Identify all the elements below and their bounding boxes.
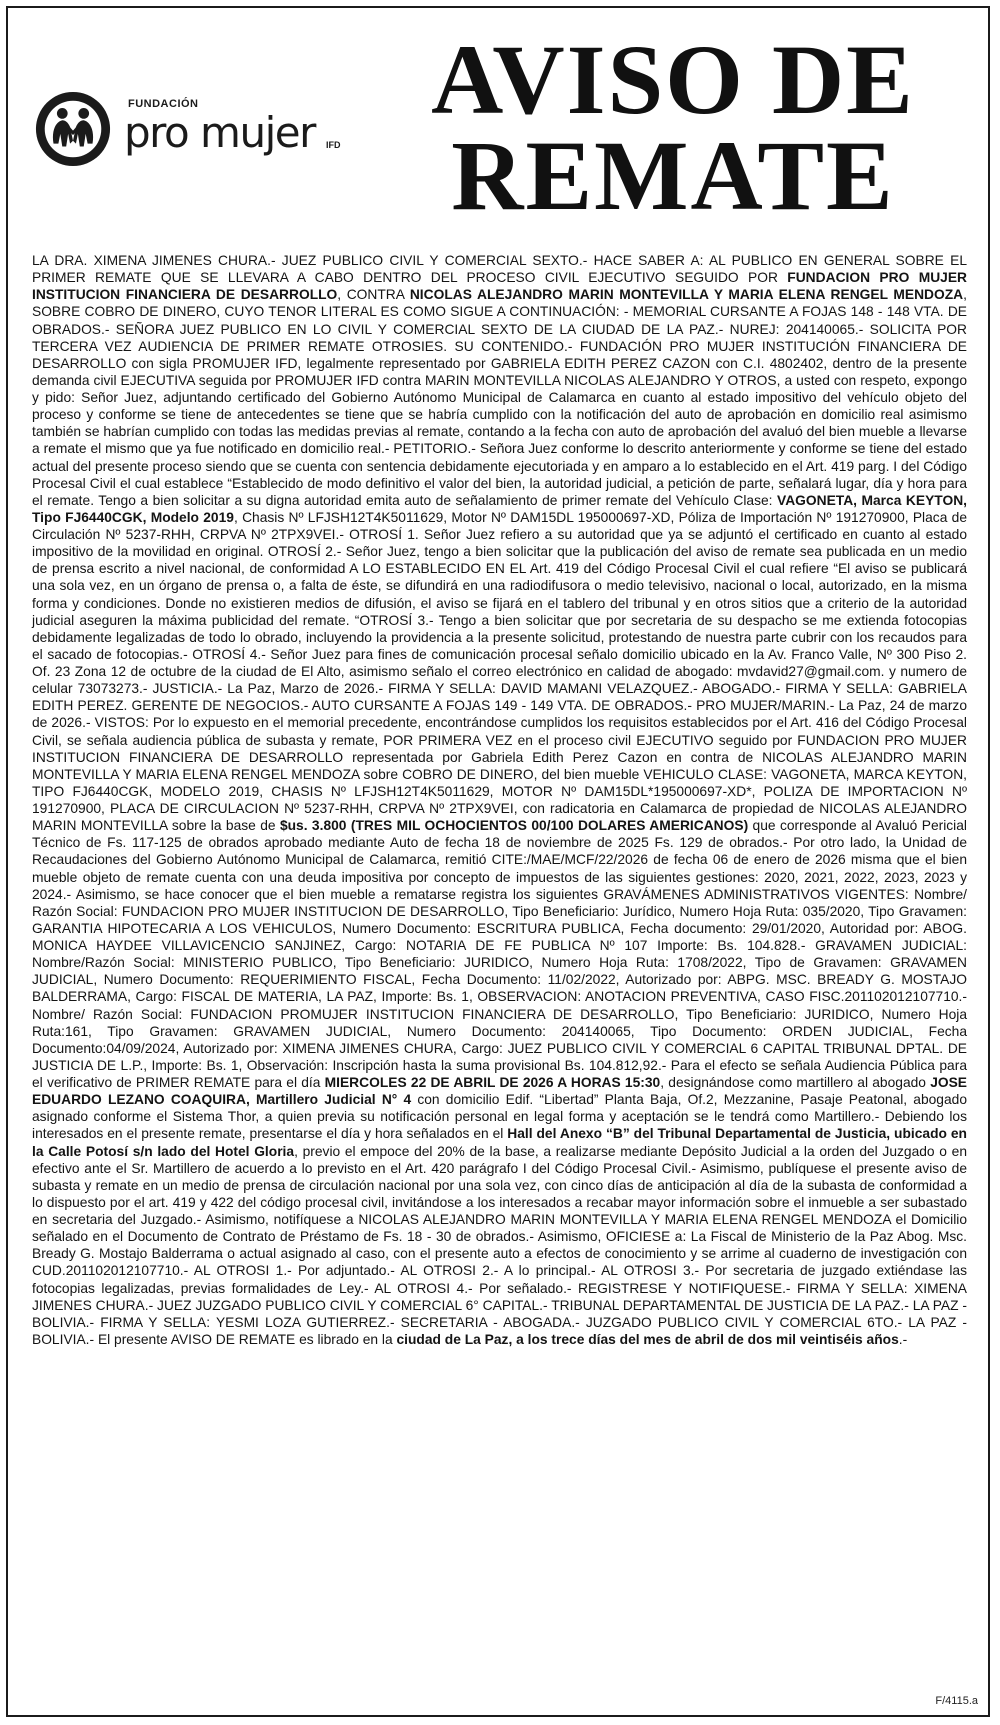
body-bold-segment: JOSE EDUARDO LEZANO COAQUIRA, Martillero Judicial N° 4 (32, 1075, 967, 1108)
body-bold-segment: ciudad de La Paz, a los trece días del mes de abril de dos mil veintiséis años (396, 1331, 899, 1347)
title-line-2: REMATE (451, 120, 895, 231)
body-bold-segment: MIERCOLES 22 DE ABRIL DE 2026 A HORAS 15:30 (324, 1075, 661, 1090)
title-line-1: AVISO DE (431, 24, 915, 135)
body-text-segment: .- (898, 1331, 908, 1347)
body-text-segment: , previo el empoce del 20% de la base, a realizarse mediante Depósito Judicial a la orden del Juzgado o en efectivo ante el Sr. Martillero de acuerdo a lo previsto en el Art. 420 parágrafo I del Código Procesal Civil.- Asimismo, publíquese el presente aviso de subasta y remate en un medio de prensa de circulación nacional por una sola vez, con cinco días de anticipación al día de la subasta de conformidad a lo dispuesto por el art. 419 y 422 del código procesal civil, invitándose a los interesados a recabar mayor información sobre el inmueble a ser subastado en secretaria del Juzgado.- Asimismo, notifíquese a NICOLAS ALEJANDRO MARIN MONTEVILLA Y MARIA ELENA RENGEL MENDOZA el Domicilio señalado en el Documento de Contrato de Préstamo de Fs. 18 - 30 de obrados.- Asimismo, OFICIESE a: La Fiscal de Ministerio de la Paz Abog. Msc. Bready G. Mostajo Balderrama o actual asignado al caso, con el presente auto a efectos de conocimiento y se arrime al cuaderno de investigación con CUD.201102012107710.- AL OTROSI 1.- Por adjuntado.- AL OTROSI 2.- A lo principal.- AL OTROSI 3.- Por secretaria de juzgado extiéndase las fotocopias legalizadas, previas formalidades de Ley.- AL OTROSI 4.- Por señalado.- REGISTRESE Y NOTIFIQUESE.- FIRMA Y SELLA: XIMENA JIMENES CHURA.- JUEZ JUZGADO PUBLICO CIVIL Y COMERCIAL 6° CAPITAL.- TRIBUNAL DEPARTAMENTAL DE JUSTICIA DE LA PAZ.- LA PAZ - BOLIVIA.- FIRMA Y SELLA: YESMI LOZA GUTIERREZ.- SECRETARIA - ABOGADA.- JUZGADO PUBLICO CIVIL Y COMERCIAL 6TO.- LA PAZ - BOLIVIA.- El presente AVISO DE REMATE es librado en la (32, 1143, 967, 1347)
pro-mujer-logo (34, 88, 354, 178)
body-text-segment: , designándose como martillero al abogado (660, 1075, 931, 1090)
body-bold-segment: NICOLAS ALEJANDRO MARIN MONTEVILLA Y MARIA ELENA RENGEL MENDOZA (409, 287, 964, 303)
logo-brand-text: pro mujer (124, 108, 315, 157)
publication-code: F/4115.a (935, 1695, 978, 1707)
pro-mujer-emblem-icon (34, 90, 112, 168)
body-bold-segment: FUNDACION PRO MUJER INSTITUCION FINANCIERA DE DESARROLLO (32, 270, 967, 303)
notice-header (8, 8, 988, 248)
body-text-segment: , Chasis Nº LFJSH12T4K5011629, Motor Nº DAM15DL 195000697-XD, Póliza de Importación Nº 191270900, Placa de Circulación Nº 5237-RHH, CRPVA Nº 2TPX9VEI.- OTROSÍ 1. Señor Juez refiero a su autoridad que ya se adjuntó el certificado en cuanto al estado impositivo de la movilidad en original. OTROSÍ 2.- Señor Juez, tengo a bien solicitar que la publicación del aviso de remate sea publicada en un medio de prensa escrito a nivel nacional, de conformidad A LO ESTABLECIDO EN EL Art. 419 del Código Procesal Civil el cual refiere “El aviso se publicará una sola vez, en un órgano de prensa o, a falta de éste, se difundirá en una radiodifusora o medio televisivo, nacional o local, autorizado, en la misma forma y condiciones. Donde no existieren medios de difusión, el aviso se fijará en el tablero del tribunal y en otros sitios que a criterio de la autoridad judicial aseguren la máxima publicidad del remate. “OTROSÍ 3.- Tengo a bien solicitar que por secretaria de su despacho se me extienda fotocopias debidamente legalizadas de todo lo obrado, incluyendo la providencia a la presente solicitud, protestando de nuestra parte cubrir con los recaudos para el sacado de fotocopias.- OTROSÍ 4.- Señor Juez para fines de comunicación procesal señalo domicilio ubicado en la Av. Franco Valle, Nº 300 Piso 2. Of. 23 Zona 12 de octubre de la ciudad de El Alto, asimismo señalo el correo electrónico en calidad de abogado: mvdavid27@gmail.com. y numero de celular 73073273.- JUSTICIA.- La Paz, Marzo de 2026.- FIRMA Y SELLA: DAVID MAMANI VELAZQUEZ.- ABOGADO.- FIRMA Y SELLA: GABRIELA EDITH PEREZ. GERENTE DE NEGOCIOS.- AUTO CURSANTE A FOJAS 149 - 149 VTA. DE OBRADOS.- PRO MUJER/MARIN.- La Paz, 24 de marzo de 2026.- VISTOS: Por lo expuesto en el memorial precedente, encontrándose cumplidos los requisitos establecidos por el Art. 416 del Código Procesal Civil, se señala audiencia pública de subasta y remate, POR PRIMERA VEZ en el proceso civil EJECUTIVO seguido por FUNDACION PRO MUJER INSTITUCION FINANCIERA DE DESARROLLO representada por Gabriela Edith Perez Cazon en contra de NICOLAS ALEJANDRO MARIN MONTEVILLA Y MARIA ELENA RENGEL MENDOZA sobre COBRO DE DINERO, del bien mueble VEHICULO CLASE: VAGONETA, MARCA KEYTON, TIPO FJ6440CGK, MODELO 2019, CHASIS Nº LFJSH12T4K5011629, MOTOR Nº DAM15DL*195000697-XD*, POLIZA DE IMPORTACION Nº 191270900, PLACA DE CIRCULACION Nº 5237-RHH, CRPVA Nº 2TPX9VEI, con radicatoria en Calamarca de propiedad de NICOLAS ALEJANDRO MARIN MONTEVILLA sobre la base de (32, 509, 967, 834)
notice-body-text (32, 252, 967, 1348)
body-text-segment: con domicilio Edif. “Libertad” Planta Baja, Of.2, Mezzanine, Pasaje Peatonal, abogado asignado conforme el Sistema Thor, a quien previa su notificación personal en legal forma y aceptación se le tendrá como Martillero.- Debiendo los interesados en el presente remate, presentarse el día y hora señalados en el (32, 1092, 968, 1142)
logo-ifd-text: IFD (326, 140, 341, 150)
body-text-segment: que corresponde al Avaluó Pericial Técnico de Fs. 117-125 de obrados aprobado mediante Auto de fecha 18 de noviembre de 2025 Fs. 129 de obrados.- Por otro lado, la Unidad de Recaudaciones del Gobierno Autónomo Municipal de Calamarca, remitió CITE:/MAE/MCF/22/2026 de fecha 06 de enero de 2026 misma que el bien mueble objeto de remate cuenta con una deuda impositiva por concepto de impuestos de las siguientes gestiones: 2020, 2021, 2022, 2023, 2023 y 2024.- Asimismo, se hace conocer que el bien mueble a rematarse registra los siguientes GRAVÁMENES ADMINISTRATIVOS VIGENTES: Nombre/ Razón Social: FUNDACION PRO MUJER INSTITUCION DE DESARROLLO, Tipo Beneficiario: Jurídico, Numero Hoja Ruta: 035/2020, Tipo Gravamen: GARANTIA HIPOTECARIA A LOS VEHICULOS, Numero Documento: ESCRITURA PUBLICA, Fecha documento: 29/01/2020, Autoridad por: ABOG. MONICA HAYDEE VILLAVICENCIO SANJINEZ, Cargo: NOTARIA DE FE PUBLICA Nº 107 Importe: Bs. 104.828.- GRAVAMEN JUDICIAL: Nombre/Razón Social: MINISTERIO PUBLICO, Tipo Beneficiario: JURIDICO, Numero Hoja Ruta: 1708/2022, Tipo de Gravamen: GRAVAMEN JUDICIAL, Numero Documento: REQUERIMIENTO FISCAL, Fecha Documento: 11/02/2022, Autorizado por: ABPG. MSC. BREADY G. MOSTAJO BALDERRAMA, Cargo: FISCAL DE MATERIA, LA PAZ, Importe: Bs. 1, OBSERVACION: ANOTACION PREVENTIVA, CASO FISC.201102012107710.- Nombre/ Razón Social: FUNDACION PROMUJER INSTITUCION FINANCIERA DE DESARROLLO, Tipo Beneficiario: JURIDICO, Numero Hoja Ruta:161, Tipo Gravamen: GRAVAMEN JUDICIAL, Numero Documento: 204140065, Tipo Documento: ORDEN JUDICIAL, Fecha Documento:04/09/2024, Autorizado por: XIMENA JIMENES CHURA, Cargo: JUEZ PUBLICO CIVIL Y COMERCIAL 6 CAPITAL TRIBUNAL DPTAL. DE JUSTICIA DE L.P., Importe: Bs. 1, Observación: Inscripción hasta la suma provisional Bs. 104.812,92.- Para el efecto se señala Audiencia Pública para el verificativo de PRIMER REMATE para el día (32, 818, 967, 1090)
body-text-segment: , CONTRA (337, 287, 410, 303)
logo-fundacion-text: FUNDACIÓN (128, 98, 199, 110)
body-text-segment: , SOBRE COBRO DE DINERO, CUYO TENOR LITERAL ES COMO SIGUE A CONTINUACIÓN: - MEMORIAL CURSANTE A FOJAS 148 - 148 VTA. DE OBRADOS.- SEÑORA JUEZ PUBLICO EN LO CIVIL Y COMERCIAL SEXTO DE LA CIUDAD DE LA PAZ.- NUREJ: 204140065.- SOLICITA POR TERCERA VEZ AUDIENCIA DE PRIMER REMATE OTROSIES. SU CONTENIDO.- FUNDACIÓN PRO MUJER INSTITUCIÓN FINANCIERA DE DESARROLLO con sigla PROMUJER IFD, legalmente representado por GABRIELA EDITH PEREZ CAZON con C.I. 4802402, dentro de la presente demanda civil EJECUTIVA seguida por PROMUJER IFD contra MARIN MONTEVILLA NICOLAS ALEJANDRO Y OTROS, a usted con respeto, expongo y pido: Señor Juez, adjuntando certificado del Gobierno Autónomo Municipal de Calamarca en cuanto al estado impositivo del vehículo objeto del proceso y conforme se tiene de antecedentes se tiene que se habría cumplido con la notificación del auto de aprobación en domicilio real asimismo también se habrían cumplido con todas las medidas previas al remate, contando a la fecha con auto de aprobación del avaluó del bien mueble a llevarse a remate el mismo que ya fue notificado en domicilio real.- PETITORIO.- Señora Juez conforme lo descrito anteriormente y conforme se tiene del estado actual del presente proceso siendo que se cuenta con sentencia debidamente ejecutoriada y en amparo a lo establecido en el Art. 419 parg. I del Código Procesal Civil el cual establece “Establecido de modo definitivo el valor del bien, la autoridad judicial, a petición de parte, señalará lugar, día y hora para el remate. Tengo a bien solicitar a su digna autoridad emita auto de señalamiento de primer remate del Vehículo Clase: (32, 287, 967, 508)
body-bold-segment: VAGONETA, Marca KEYTON, Tipo FJ6440CGK, Modelo 2019 (32, 492, 967, 525)
body-bold-segment: Hall del Anexo “B” del Tribunal Departamental de Justicia, ubicado en la Calle Potosí s/n lado del Hotel Gloria (32, 1126, 967, 1159)
notice-frame (6, 6, 990, 1717)
body-bold-segment: $us. 3.800 (TRES MIL OCHOCIENTOS 00/100 DOLARES AMERICANOS) (279, 818, 749, 834)
notice-title (380, 24, 966, 231)
body-text-segment: LA DRA. XIMENA JIMENES CHURA.- JUEZ PUBLICO CIVIL Y COMERCIAL SEXTO.- HACE SABER A: AL PUBLICO EN GENERAL SOBRE EL PRIMER REMATE QUE SE LLEVARA A CABO DENTRO DEL PROCESO CIVIL EJECUTIVO SEGUIDO POR (32, 253, 967, 286)
